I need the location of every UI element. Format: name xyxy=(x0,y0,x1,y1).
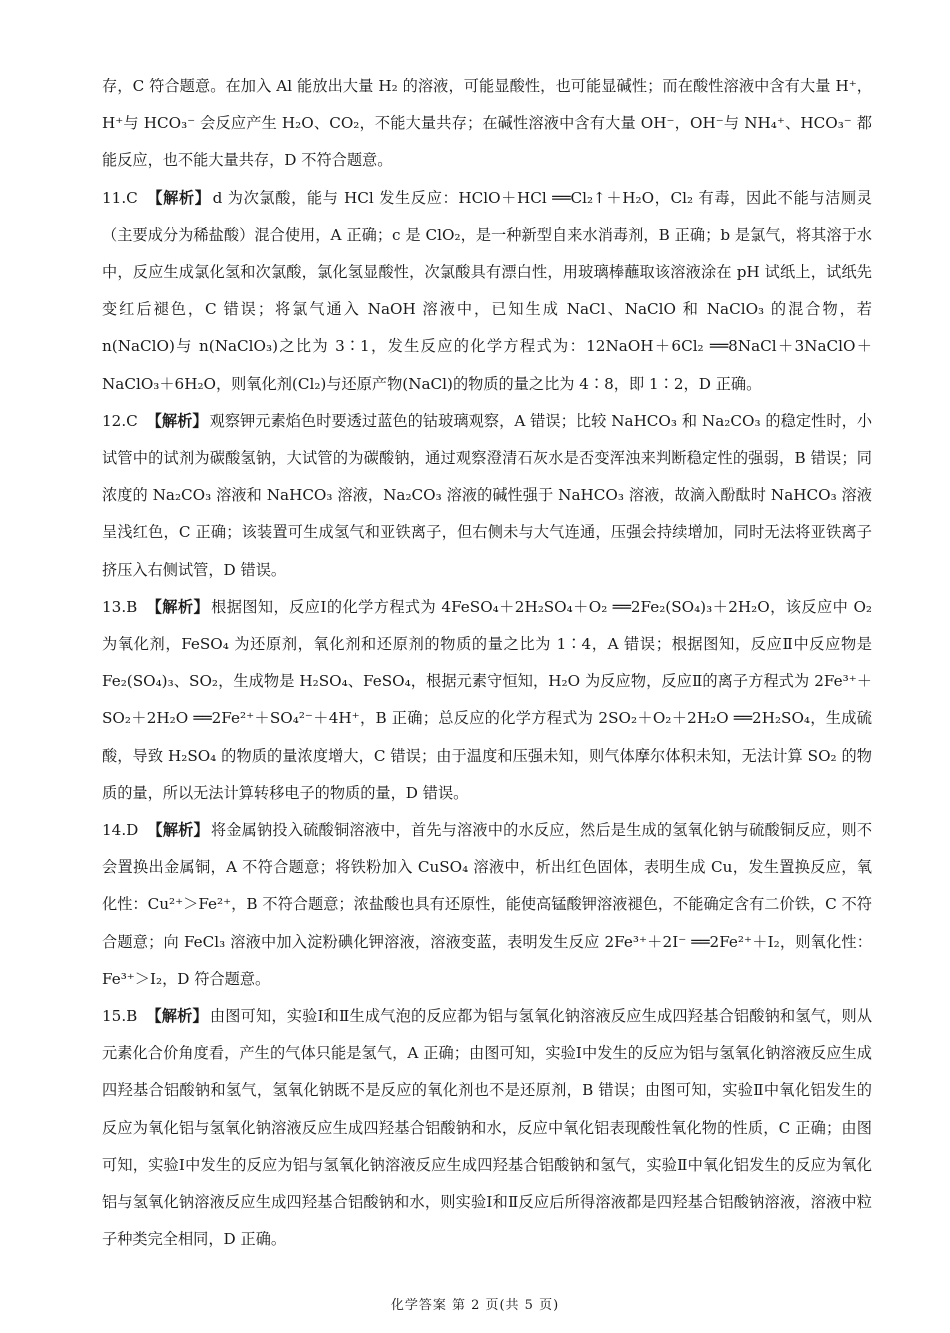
item-text: 由图可知，实验Ⅰ和Ⅱ生成气泡的反应都为铝与氢氧化钠溶液反应生成四羟基合铝酸钠和氢气，则从元素化合价角度看，产生的气体只能是氢气，A 正确；由图可知，实验Ⅰ中发生的反应为铝与氢氧化钠溶液反应生成四羟基合铝酸钠和氢气，氢氧化钠既不是反应的氧化剂也不是还原剂，B 错误；由图可知，实验Ⅱ中氧化铝发生的反应为氧化铝与氢氧化钠溶液反应生成四羟基合铝酸钠和水，反应中氧化铝表现酸性氧化物的性质，C 正确；由图可知，实验Ⅰ中发生的反应为铝与氢氧化钠溶液反应生成四羟基合铝酸钠和氢气，实验Ⅱ中氧化铝发生的反应为氧化铝与氢氧化钠溶液反应生成四羟基合铝酸钠和水，则实验Ⅰ和Ⅱ反应后所得溶液都是四羟基合铝酸钠溶液，溶液中粒子种类完全相同，D 正确。 xyxy=(102,1007,873,1249)
analysis-tag: 【解析】 xyxy=(146,597,210,616)
continuation-paragraph: 存，C 符合题意。在加入 Al 能放出大量 H₂ 的溶液，可能显酸性，也可能显碱性；而在酸性溶液中含有大量 H⁺，H⁺与 HCO₃⁻ 会反应产生 H₂O、CO₂，不能大量共存；在碱性溶液中含有大量 OH⁻，OH⁻与 NH₄⁺、HCO₃⁻ 都能反应，也不能大量共存，D 不符合题意。 xyxy=(102,77,872,170)
answer-content xyxy=(102,68,872,1259)
analysis-tag: 【解析】 xyxy=(147,821,209,840)
item-number: 12.C xyxy=(102,411,138,430)
answer-item-15 xyxy=(102,998,872,1258)
answer-item-13 xyxy=(102,589,872,812)
analysis-tag: 【解析】 xyxy=(146,411,208,430)
analysis-tag: 【解析】 xyxy=(146,1007,208,1026)
answer-item-11 xyxy=(102,180,872,403)
item-text: 观察钾元素焰色时要透过蓝色的钴玻璃观察，A 错误；比较 NaHCO₃ 和 Na₂CO₃ 的稳定性时，小试管中的试剂为碳酸氢钠，大试管的为碳酸钠，通过观察澄清石灰水是否变浑浊来判断稳定性的强弱，B 错误；同浓度的 Na₂CO₃ 溶液和 NaHCO₃ 溶液，Na₂CO₃ 溶液的碱性强于 NaHCO₃ 溶液，故滴入酚酞时 NaHCO₃ 溶液呈浅红色，C 正确；该装置可生成氢气和亚铁离子，但右侧未与大气连通，压强会持续增加，同时无法将亚铁离子挤压入右侧试管，D 错误。 xyxy=(102,411,873,579)
page-footer: 化学答案 第 2 页(共 5 页) xyxy=(390,1298,560,1313)
item-text: 将金属钠投入硫酸铜溶液中，首先与溶液中的水反应，然后是生成的氢氧化钠与硫酸铜反应，则不会置换出金属铜，A 不符合题意；将铁粉加入 CuSO₄ 溶液中，析出红色固体，表明生成 Cu，发生置换反应，氧化性：Cu²⁺＞Fe²⁺，B 不符合题意；浓盐酸也具有还原性，能使高锰酸钾溶液褪色，不能确定含有二价铁，C 不符合题意；向 FeCl₃ 溶液中加入淀粉碘化钾溶液，溶液变蓝，表明发生反应 2Fe³⁺＋2I⁻ ══2Fe²⁺＋I₂，则氧化性：Fe³⁺＞I₂，D 符合题意。 xyxy=(102,821,873,988)
item-number: 13.B xyxy=(102,597,138,616)
item-number: 14.D xyxy=(102,821,139,840)
item-text: 根据图知，反应Ⅰ的化学方程式为 4FeSO₄＋2H₂SO₄＋O₂ ══2Fe₂(SO₄)₃＋2H₂O，该反应中 O₂ 为氧化剂，FeSO₄ 为还原剂，氧化剂和还原剂的物质的量之比为 1∶4，A 错误；根据图知，反应Ⅱ中反应物是 Fe₂(SO₄)₃、SO₂，生成物是 H₂SO₄、FeSO₄，根据元素守恒知，H₂O 为反应物，反应Ⅱ的离子方程式为 2Fe³⁺＋SO₂＋2H₂O ══2Fe²⁺＋SO₄²⁻＋4H⁺，B 正确；总反应的化学方程式为 2SO₂＋O₂＋2H₂O ══2H₂SO₄，生成硫酸，导致 H₂SO₄ 的物质的量浓度增大，C 错误；由于温度和压强未知，则气体摩尔体积未知，无法计算 SO₂ 的物质的量，所以无法计算转移电子的物质的量，D 错误。 xyxy=(102,597,873,802)
analysis-tag: 【解析】 xyxy=(147,188,211,207)
answer-item-12 xyxy=(102,403,872,589)
item-number: 15.B xyxy=(102,1007,138,1026)
answer-item-14 xyxy=(102,812,872,998)
item-number: 11.C xyxy=(102,188,138,207)
item-text: d 为次氯酸，能与 HCl 发生反应：HClO＋HCl ══Cl₂↑＋H₂O，Cl₂ 有毒，因此不能与洁厕灵（主要成分为稀盐酸）混合使用，A 正确；c 是 ClO₂，是一种新型自来水消毒剂，B 正确；b 是氯气，将其溶于水中，反应生成氯化氢和次氯酸，氯化氢显酸性，次氯酸具有漂白性，用玻璃棒蘸取该溶液涂在 pH 试纸上，试纸先变红后褪色，C 错误；将氯气通入 NaOH 溶液中，已知生成 NaCl、NaClO 和 NaClO₃ 的混合物，若 n(NaClO)与 n(NaClO₃)之比为 3∶1，发生反应的化学方程式为：12NaOH＋6Cl₂ ══8NaCl＋3NaClO＋NaClO₃＋6H₂O，则氧化剂(Cl₂)与还原产物(NaCl)的物质的量之比为 4∶8，即 1∶2，D 正确。 xyxy=(102,188,872,393)
